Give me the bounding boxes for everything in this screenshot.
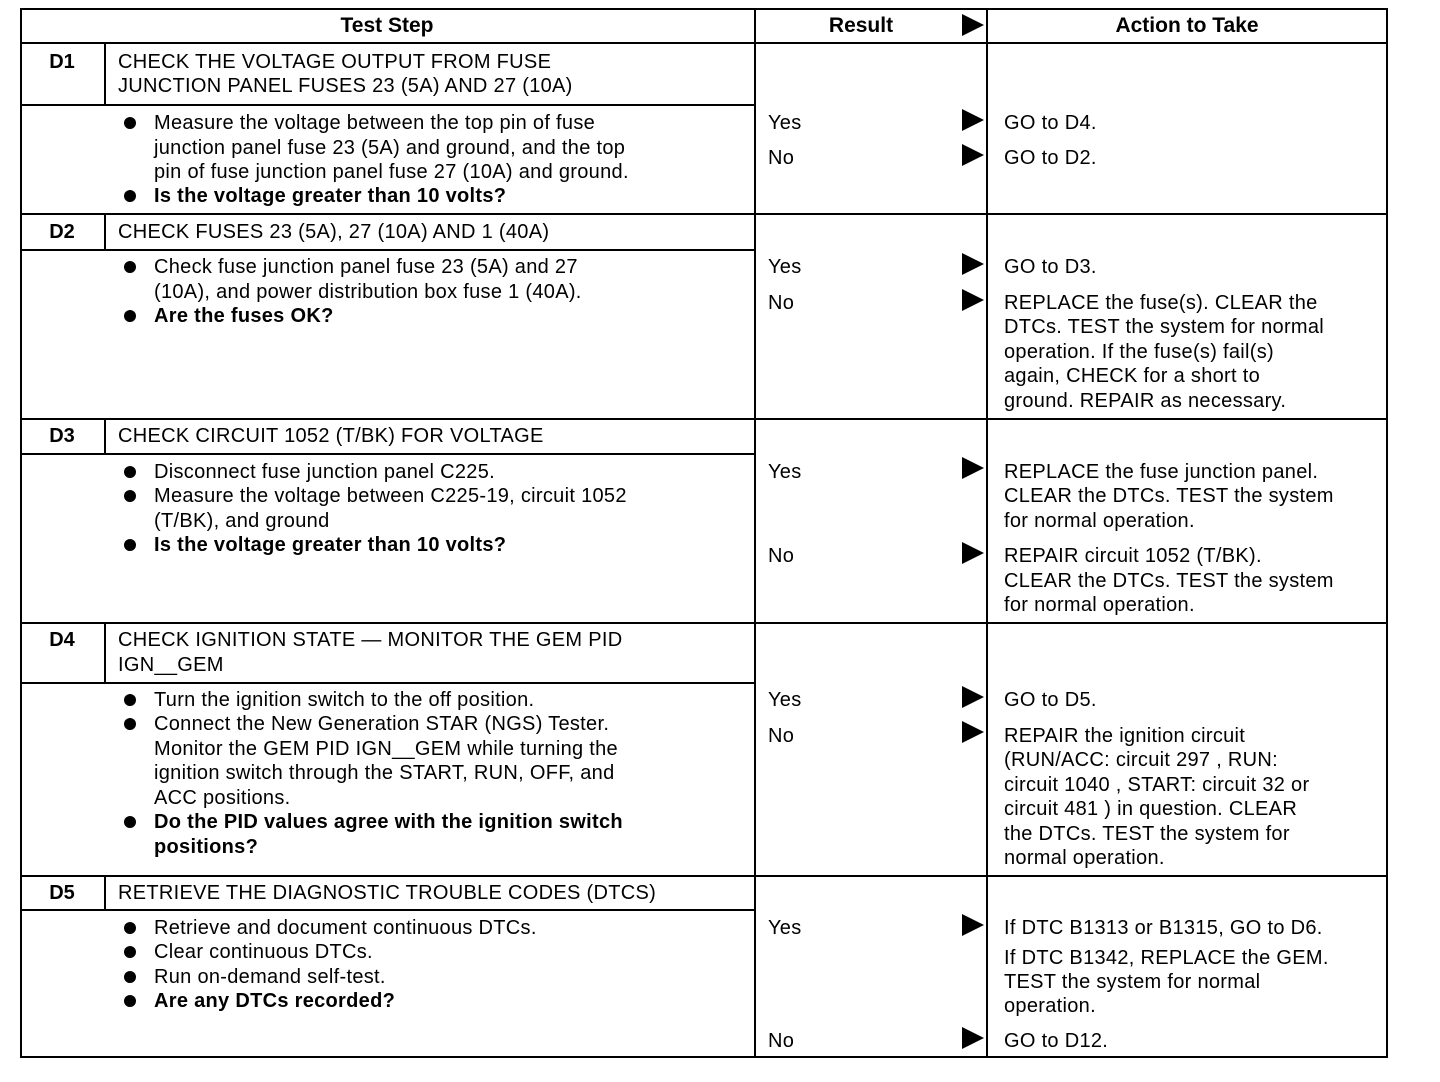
action-text: normal operation. [1004, 847, 1165, 869]
step-id: D1 [49, 51, 75, 73]
result-yes: Yes [768, 112, 802, 134]
action-text: CLEAR the DTCs. TEST the system [1004, 485, 1334, 507]
header-result: Result [828, 14, 894, 37]
action-text: CLEAR the DTCs. TEST the system [1004, 570, 1334, 592]
step-id: D3 [49, 425, 75, 447]
arrow-icon [962, 289, 984, 311]
step-title-line: IGN__GEM [118, 654, 224, 676]
bullet-icon [124, 190, 136, 202]
action-text: again, CHECK for a short to [1004, 365, 1260, 387]
arrow-icon [962, 1027, 984, 1049]
action-text: operation. If the fuse(s) fail(s) [1004, 341, 1275, 363]
action-text: GO to D4. [1004, 112, 1097, 134]
result-no: No [768, 292, 795, 314]
step-title-line: RETRIEVE THE DIAGNOSTIC TROUBLE CODES (DTCS) [118, 882, 657, 904]
bullet-text: (T/BK), and ground [154, 510, 330, 532]
action-text: ground. REPAIR as necessary. [1004, 390, 1287, 412]
bullet-text: Retrieve and document continuous DTCs. [154, 917, 537, 939]
question-text: Is the voltage greater than 10 volts? [154, 185, 507, 207]
arrow-icon [962, 109, 984, 131]
action-text: TEST the system for normal [1004, 971, 1261, 993]
bullet-text: Check fuse junction panel fuse 23 (5A) and 27 [154, 256, 578, 278]
step-title-line: CHECK THE VOLTAGE OUTPUT FROM FUSE [118, 51, 552, 73]
question-text: Is the voltage greater than 10 volts? [154, 534, 507, 556]
header-test-step: Test Step [340, 14, 434, 37]
action-text: circuit 481 ) in question. CLEAR [1004, 798, 1298, 820]
result-no: No [768, 1030, 795, 1052]
bullet-icon [124, 310, 136, 322]
bullet-icon [124, 694, 136, 706]
bullet-icon [124, 466, 136, 478]
result-yes: Yes [768, 689, 802, 711]
action-text: GO to D3. [1004, 256, 1097, 278]
bullet-icon [124, 117, 136, 129]
action-text: If DTC B1342, REPLACE the GEM. [1004, 947, 1329, 969]
action-text: for normal operation. [1004, 510, 1195, 532]
bullet-icon [124, 922, 136, 934]
step-title-line: CHECK FUSES 23 (5A), 27 (10A) AND 1 (40A) [118, 221, 550, 243]
question-text: Are the fuses OK? [154, 305, 334, 327]
arrow-icon [962, 914, 984, 936]
action-text: REPAIR circuit 1052 (T/BK). [1004, 545, 1262, 567]
step-id: D5 [49, 882, 75, 904]
action-text: for normal operation. [1004, 594, 1195, 616]
bullet-text: Disconnect fuse junction panel C225. [154, 461, 496, 483]
action-text: GO to D5. [1004, 689, 1097, 711]
bullet-text: ignition switch through the START, RUN, OFF, and [154, 762, 615, 784]
question-text: Are any DTCs recorded? [154, 990, 396, 1012]
result-yes: Yes [768, 917, 802, 939]
bullet-icon [124, 816, 136, 828]
result-no: No [768, 545, 795, 567]
action-text: REPLACE the fuse(s). CLEAR the [1004, 292, 1318, 314]
bullet-icon [124, 718, 136, 730]
header-action: Action to Take [1115, 14, 1259, 37]
step-id: D4 [49, 629, 75, 651]
header-arrow-icon [962, 14, 984, 36]
bullet-icon [124, 261, 136, 273]
bullet-text: Measure the voltage between C225-19, circuit 1052 [154, 485, 627, 507]
step-id: D2 [49, 221, 75, 243]
action-text: circuit 1040 , START: circuit 32 or [1004, 774, 1310, 796]
bullet-text: ACC positions. [154, 787, 291, 809]
arrow-icon [962, 542, 984, 564]
step-title-line: JUNCTION PANEL FUSES 23 (5A) AND 27 (10A) [118, 75, 573, 97]
arrow-icon [962, 721, 984, 743]
bullet-text: Monitor the GEM PID IGN__GEM while turning the [154, 738, 618, 760]
action-text: GO to D12. [1004, 1030, 1109, 1052]
bullet-text: (10A), and power distribution box fuse 1 (40A). [154, 281, 582, 303]
arrow-icon [962, 686, 984, 708]
bullet-text: Connect the New Generation STAR (NGS) Tester. [154, 713, 610, 735]
arrow-icon [962, 457, 984, 479]
result-yes: Yes [768, 256, 802, 278]
bullet-text: pin of fuse junction panel fuse 27 (10A) and ground. [154, 161, 629, 183]
action-text: GO to D2. [1004, 147, 1097, 169]
action-text: (RUN/ACC: circuit 297 , RUN: [1004, 749, 1278, 771]
bullet-text: Measure the voltage between the top pin of fuse [154, 112, 596, 134]
diagnostic-table [20, 8, 1388, 1058]
bullet-icon [124, 946, 136, 958]
question-text: positions? [154, 836, 259, 858]
result-no: No [768, 725, 795, 747]
action-text: the DTCs. TEST the system for [1004, 823, 1290, 845]
action-text: REPAIR the ignition circuit [1004, 725, 1246, 747]
bullet-icon [124, 490, 136, 502]
action-text: DTCs. TEST the system for normal [1004, 316, 1325, 338]
action-text: operation. [1004, 995, 1096, 1017]
step-title-line: CHECK IGNITION STATE — MONITOR THE GEM PID [118, 629, 623, 651]
bullet-text: Clear continuous DTCs. [154, 941, 373, 963]
bullet-icon [124, 995, 136, 1007]
step-title-line: CHECK CIRCUIT 1052 (T/BK) FOR VOLTAGE [118, 425, 544, 447]
action-text: REPLACE the fuse junction panel. [1004, 461, 1319, 483]
bullet-icon [124, 971, 136, 983]
bullet-text: Turn the ignition switch to the off position. [154, 689, 535, 711]
bullet-text: Run on-demand self-test. [154, 966, 386, 988]
bullet-text: junction panel fuse 23 (5A) and ground, and the top [154, 137, 626, 159]
result-yes: Yes [768, 461, 802, 483]
result-no: No [768, 147, 795, 169]
question-text: Do the PID values agree with the ignition switch [154, 811, 623, 833]
arrow-icon [962, 144, 984, 166]
bullet-icon [124, 539, 136, 551]
arrow-icon [962, 253, 984, 275]
action-text: If DTC B1313 or B1315, GO to D6. [1004, 917, 1323, 939]
